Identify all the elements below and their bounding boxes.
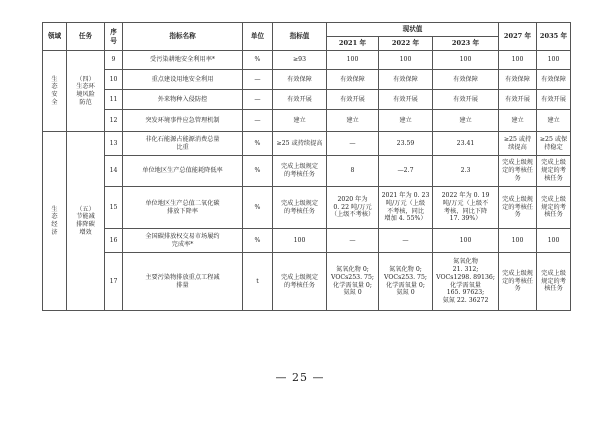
value-2022-cell: 氮氧化物 0; VOCs253. 75; 化学需氧量 0; 氨氮 0 xyxy=(379,253,433,311)
header-status: 现状值 xyxy=(327,23,499,37)
value-2027-cell: 完成上级规 定的考核任务 xyxy=(499,187,537,229)
indicator-name-cell: 全国碳排放权交易市场履约 完成率* xyxy=(123,229,243,253)
value-2027-cell: 完成上级规 定的考核任务 xyxy=(499,253,537,311)
index-cell: 12 xyxy=(105,110,123,132)
header-2027: 2027 年 xyxy=(499,23,537,51)
indicator-name-cell: 单位地区生产总值能耗降低率 xyxy=(123,156,243,187)
value-2023-cell: 有效开展 xyxy=(433,90,499,110)
value-2035-cell: 完成上级 规定的考 核任务 xyxy=(537,156,571,187)
domain-cell: 生 态 安 全 xyxy=(43,51,67,132)
value-2021-cell: 有效开展 xyxy=(327,90,379,110)
value-2027-cell: ≥25 或持 续提高 xyxy=(499,132,537,156)
header-unit: 单位 xyxy=(243,23,273,51)
header-2021: 2021 年 xyxy=(327,37,379,51)
unit-cell: — xyxy=(243,90,273,110)
value-2023-cell: 氮氧化物 21. 312; VOCs1298. 89136; 化学需氧量 165. 97623; 氨氮 22. 36272 xyxy=(433,253,499,311)
value-2021-cell: — xyxy=(327,132,379,156)
target-cell: 有效保障 xyxy=(273,70,327,90)
header-2022: 2022 年 xyxy=(379,37,433,51)
value-2022-cell: 100 xyxy=(379,51,433,70)
header-2035: 2035 年 xyxy=(537,23,571,51)
task-cell: （五） 节能减 排降碳 增效 xyxy=(67,132,105,311)
target-cell: 有效开展 xyxy=(273,90,327,110)
target-cell: ≥93 xyxy=(273,51,327,70)
value-2021-cell: — xyxy=(327,229,379,253)
table-row xyxy=(43,229,571,253)
table-row xyxy=(43,132,571,156)
indicator-name-cell: 外来物种入侵防控 xyxy=(123,90,243,110)
value-2021-cell: 2020 年为 0. 22 吨/万元 （上级不考核） xyxy=(327,187,379,229)
index-cell: 17 xyxy=(105,253,123,311)
table-row xyxy=(43,187,571,229)
index-cell: 10 xyxy=(105,70,123,90)
value-2027-cell: 有效保障 xyxy=(499,70,537,90)
value-2023-cell: 2.3 xyxy=(433,156,499,187)
table-row xyxy=(43,51,571,70)
value-2023-cell: 建立 xyxy=(433,110,499,132)
unit-cell: % xyxy=(243,132,273,156)
indicator-name-cell: 突发环境事件应急管理机制 xyxy=(123,110,243,132)
value-2021-cell: 建立 xyxy=(327,110,379,132)
value-2023-cell: 100 xyxy=(433,51,499,70)
header-indicator-name: 指标名称 xyxy=(123,23,243,51)
value-2035-cell: ≥25 或保 持稳定 xyxy=(537,132,571,156)
value-2021-cell: 8 xyxy=(327,156,379,187)
table-row xyxy=(43,90,571,110)
table-row xyxy=(43,253,571,311)
target-cell: 完成上级规定 的考核任务 xyxy=(273,156,327,187)
value-2027-cell: 有效开展 xyxy=(499,90,537,110)
unit-cell: % xyxy=(243,229,273,253)
table-row xyxy=(43,110,571,132)
domain-cell: 生 态 经 济 xyxy=(43,132,67,311)
header-2023: 2023 年 xyxy=(433,37,499,51)
table-row xyxy=(43,70,571,90)
value-2022-cell: 有效开展 xyxy=(379,90,433,110)
value-2022-cell: —2.7 xyxy=(379,156,433,187)
index-cell: 14 xyxy=(105,156,123,187)
value-2035-cell: 100 xyxy=(537,51,571,70)
unit-cell: % xyxy=(243,187,273,229)
value-2022-cell: — xyxy=(379,229,433,253)
value-2023-cell: 23.41 xyxy=(433,132,499,156)
value-2022-cell: 23.59 xyxy=(379,132,433,156)
target-cell: ≥25 或持续提高 xyxy=(273,132,327,156)
indicator-name-cell: 受污染耕地安全利用率* xyxy=(123,51,243,70)
task-cell: （四） 生态环 境风险 防范 xyxy=(67,51,105,132)
indicator-name-cell: 单位地区生产总值二氧化碳 排放下降率 xyxy=(123,187,243,229)
indicator-name-cell: 重点建设用地安全利用 xyxy=(123,70,243,90)
value-2023-cell: 有效保障 xyxy=(433,70,499,90)
unit-cell: % xyxy=(243,156,273,187)
value-2027-cell: 建立 xyxy=(499,110,537,132)
indicator-name-cell: 主要污染物排放重点工程减 排量 xyxy=(123,253,243,311)
value-2022-cell: 2021 年为 0. 23 吨/万元（上级 不考核，同比 增加 4. 55%） xyxy=(379,187,433,229)
value-2021-cell: 氮氧化物 0; VOCs253. 75; 化学需氧量 0; 氨氮 0 xyxy=(327,253,379,311)
header-domain: 领域 xyxy=(43,23,67,51)
value-2035-cell: 建立 xyxy=(537,110,571,132)
value-2027-cell: 100 xyxy=(499,229,537,253)
unit-cell: % xyxy=(243,51,273,70)
value-2027-cell: 完成上级规 定的考核任务 xyxy=(499,156,537,187)
target-cell: 完成上级规定 的考核任务 xyxy=(273,253,327,311)
value-2035-cell: 有效开展 xyxy=(537,90,571,110)
value-2021-cell: 有效保障 xyxy=(327,70,379,90)
value-2035-cell: 100 xyxy=(537,229,571,253)
value-2035-cell: 有效保障 xyxy=(537,70,571,90)
index-cell: 9 xyxy=(105,51,123,70)
indicator-table xyxy=(42,22,571,311)
value-2021-cell: 100 xyxy=(327,51,379,70)
index-cell: 15 xyxy=(105,187,123,229)
value-2035-cell: 完成上级 规定的考 核任务 xyxy=(537,253,571,311)
index-cell: 16 xyxy=(105,229,123,253)
header-index: 序号 xyxy=(105,23,123,51)
index-cell: 11 xyxy=(105,90,123,110)
target-cell: 100 xyxy=(273,229,327,253)
unit-cell: — xyxy=(243,110,273,132)
value-2023-cell: 100 xyxy=(433,229,499,253)
index-cell: 13 xyxy=(105,132,123,156)
value-2027-cell: 100 xyxy=(499,51,537,70)
value-2035-cell: 完成上级 规定的考 核任务 xyxy=(537,187,571,229)
unit-cell: — xyxy=(243,70,273,90)
value-2022-cell: 建立 xyxy=(379,110,433,132)
target-cell: 完成上级规定 的考核任务 xyxy=(273,187,327,229)
table-row xyxy=(43,156,571,187)
page-number: — 25 — xyxy=(275,371,325,384)
header-task: 任务 xyxy=(67,23,105,51)
value-2022-cell: 有效保障 xyxy=(379,70,433,90)
value-2023-cell: 2022 年为 0. 19 吨/万元（上级不 考核，同比下降 17. 39%） xyxy=(433,187,499,229)
header-target: 指标值 xyxy=(273,23,327,51)
unit-cell: t xyxy=(243,253,273,311)
target-cell: 建立 xyxy=(273,110,327,132)
indicator-name-cell: 非化石能源占能源消费总量 比重 xyxy=(123,132,243,156)
